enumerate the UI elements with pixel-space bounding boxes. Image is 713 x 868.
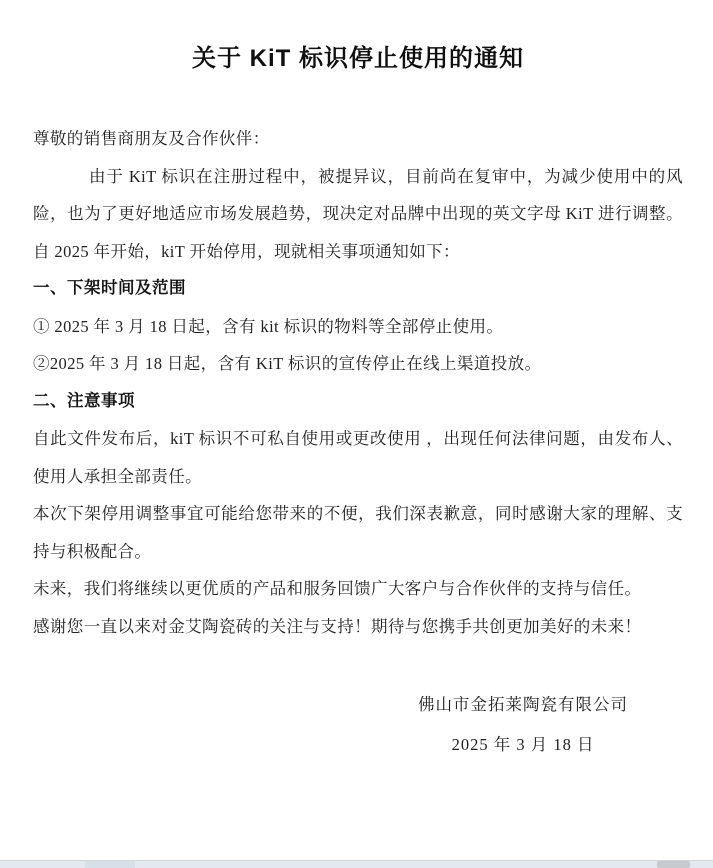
- page-title: 关于 KiT 标识停止使用的通知: [192, 45, 524, 72]
- section-2-heading: 二、注意事项: [33, 391, 135, 410]
- section-2-paragraph-4: 感谢您一直以来对金艾陶瓷砖的关注与支持！期待与您携手共创更加美好的未来！: [33, 616, 642, 636]
- section-1-heading: 一、下架时间及范围: [33, 279, 186, 297]
- scrollbar-thumb[interactable]: [657, 861, 690, 868]
- signature-date: 2025 年 3 月 18 日: [451, 735, 595, 754]
- scrollbar-track-tint: [85, 861, 135, 868]
- section-2-paragraph-1: 自此文件发布后，kiT 标识不可私自使用或更改使用 ，出现任何法律问题，由发布人、使用人承担全部责任。: [33, 429, 683, 486]
- signature-block: [418, 685, 628, 765]
- signature-company: 佛山市金拓莱陶瓷有限公司: [418, 695, 628, 714]
- horizontal-scrollbar-track[interactable]: [0, 860, 713, 868]
- section-1-item-2: ②2025 年 3 月 18 日起，含有 KiT 标识的宣传停止在线上渠道投放。: [33, 354, 542, 373]
- section-2-paragraph-3: 未来，我们将继续以更优质的产品和服务回馈广大客户与合作伙伴的支持与信任。: [33, 579, 642, 598]
- intro-paragraph: 由于 KiT 标识在注册过程中，被提异议，目前尚在复审中，为减少使用中的风险，也为了更好地适应市场发展趋势，现决定对品牌中出现的英文字母 KiT 进行调整。自 2025 年开始，kiT 开始停用，现就相关事项通知如下：: [33, 166, 683, 261]
- section-1-item-1: ① 2025 年 3 月 18 日起，含有 kit 标识的物料等全部停止使用。: [33, 316, 504, 336]
- salutation-line: 尊敬的销售商朋友及合作伙伴：: [33, 129, 270, 148]
- section-2-paragraph-2: 本次下架停用调整事宜可能给您带来的不便，我们深表歉意，同时感谢大家的理解、支持与积极配合。: [33, 504, 683, 561]
